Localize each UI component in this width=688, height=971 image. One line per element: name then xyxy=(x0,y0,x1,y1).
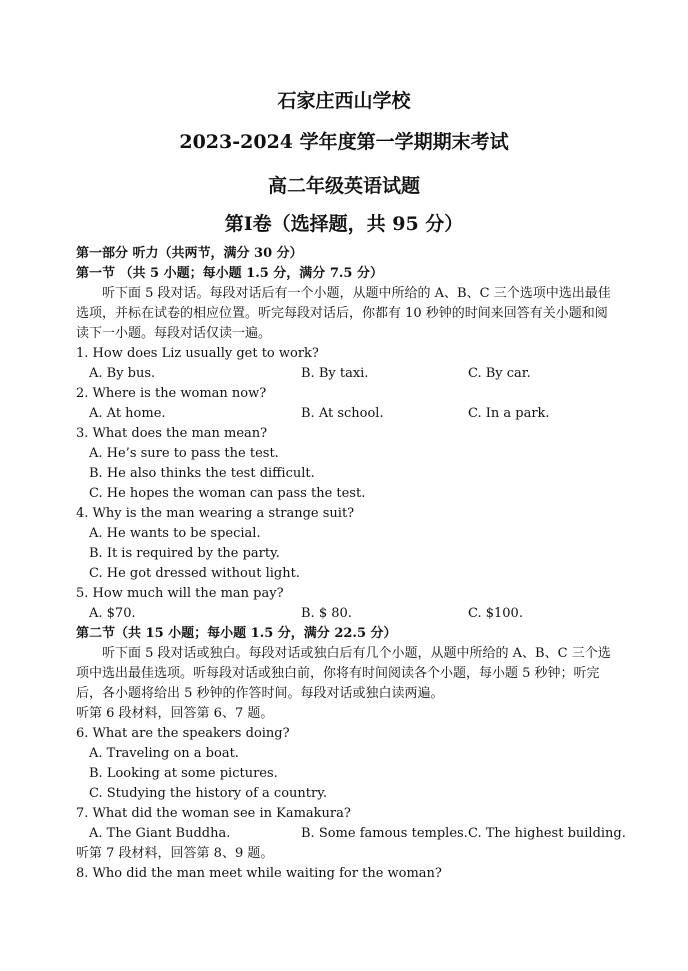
material-6-note: 听第 6 段材料，回答第 6、7 题。 xyxy=(76,706,274,721)
question-4-option-a: A. He wants to be special. xyxy=(89,526,261,541)
question-5-option-c: C. $100. xyxy=(468,606,523,621)
question-3-option-c: C. He hopes the woman can pass the test. xyxy=(89,486,366,501)
question-4-option-c: C. He got dressed without light. xyxy=(89,566,300,581)
section2-heading: 第二节（共 15 小题；每小题 1.5 分，满分 22.5 分） xyxy=(76,626,397,641)
question-6-stem: 6. What are the speakers doing? xyxy=(76,726,290,741)
question-5-stem: 5. How much will the man pay? xyxy=(76,586,284,601)
school-name: 石家庄西山学校 xyxy=(277,90,411,112)
section1-heading: 第一节 （共 5 小题；每小题 1.5 分，满分 7.5 分） xyxy=(76,266,383,281)
question-6-option-c: C. Studying the history of a country. xyxy=(89,786,327,801)
part1-heading: 第一部分 听力（共两节，满分 30 分） xyxy=(76,246,303,261)
exam-title: 2023-2024 学年度第一学期期末考试 xyxy=(179,131,509,153)
question-6-option-b: B. Looking at some pictures. xyxy=(89,766,278,781)
question-7-option-b: B. Some famous temples. xyxy=(301,826,468,841)
question-7-stem: 7. What did the woman see in Kamakura? xyxy=(76,806,351,821)
section2-instructions: 听下面 5 段对话或独白。每段对话或独白后有几个小题，从题中所给的 A、B、C 三个选项中选出最佳选项。听每段对话或独白前，你将有时间阅读各个小题，每小题 5 秒钟；听完后，各小题将给出 5 秒钟的作答时间。每段对话或独白读两遍。 xyxy=(76,646,611,701)
question-4-option-b: B. It is required by the party. xyxy=(89,546,280,561)
question-5-option-b: B. $ 80. xyxy=(301,606,352,621)
question-1-option-b: B. By taxi. xyxy=(301,366,369,381)
section1-instructions: 听下面 5 段对话。每段对话后有一个小题，从题中所给的 A、B、C 三个选项中选出最佳选项，并标在试卷的相应位置。听完每段对话后，你都有 10 秒钟的时间来回答有关小题和阅读下一小题。每段对话仅读一遍。 xyxy=(76,286,611,341)
question-1-option-c: C. By car. xyxy=(468,366,531,381)
question-5-option-a: A. $70. xyxy=(89,606,136,621)
question-1-stem: 1. How does Liz usually get to work? xyxy=(76,346,319,361)
question-2-option-a: A. At home. xyxy=(89,406,166,421)
question-8-stem: 8. Who did the man meet while waiting for the woman? xyxy=(76,866,442,881)
question-3-stem: 3. What does the man mean? xyxy=(76,426,268,441)
question-2-option-b: B. At school. xyxy=(301,406,384,421)
question-3-option-a: A. He’s sure to pass the test. xyxy=(89,446,279,461)
question-7-option-a: A. The Giant Buddha. xyxy=(89,826,231,841)
question-6-option-a: A. Traveling on a boat. xyxy=(89,746,239,761)
material-7-note: 听第 7 段材料，回答第 8、9 题。 xyxy=(76,846,274,861)
question-2-option-c: C. In a park. xyxy=(468,406,550,421)
question-2-stem: 2. Where is the woman now? xyxy=(76,386,267,401)
subject-title: 高二年级英语试题 xyxy=(267,175,420,197)
question-1-option-a: A. By bus. xyxy=(89,366,156,381)
volume-title: 第Ⅰ卷（选择题，共 95 分） xyxy=(224,213,464,235)
question-4-stem: 4. Why is the man wearing a strange suit? xyxy=(76,506,355,521)
question-3-option-b: B. He also thinks the test difficult. xyxy=(89,466,315,481)
question-7-option-c: C. The highest building. xyxy=(468,826,626,841)
